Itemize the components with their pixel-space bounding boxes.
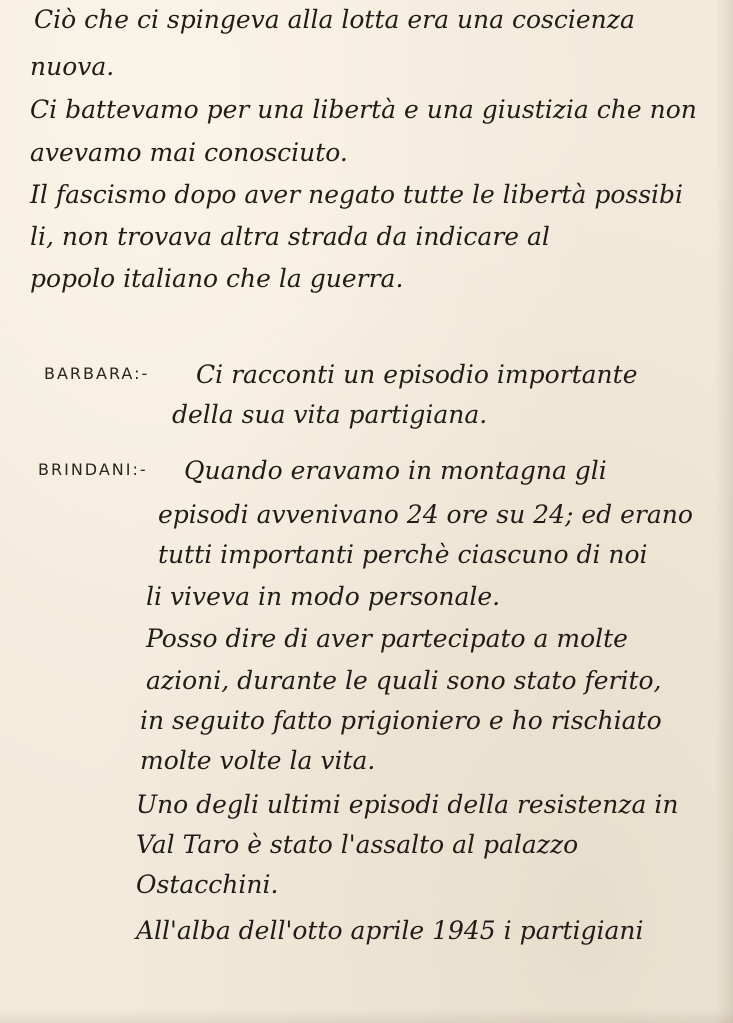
intro-line-2: nuova. bbox=[30, 52, 115, 81]
intro-line-6: li, non trovava altra strada da indicare al bbox=[30, 222, 550, 251]
brindani-line-5: Posso dire di aver partecipato a molte bbox=[146, 624, 628, 653]
barbara-line-2: della sua vita partigiana. bbox=[172, 400, 488, 429]
speaker-brindani: BRINDANI:- bbox=[38, 460, 148, 479]
intro-line-7: popolo italiano che la guerra. bbox=[30, 264, 404, 293]
brindani-line-8: molte volte la vita. bbox=[140, 746, 376, 775]
barbara-line-1: Ci racconti un episodio importante bbox=[196, 360, 638, 389]
brindani-line-11: Ostacchini. bbox=[136, 870, 279, 899]
intro-line-1: Ciò che ci spingeva alla lotta era una coscienza bbox=[34, 5, 635, 34]
intro-line-5: Il fascismo dopo aver negato tutte le libertà possibi bbox=[30, 180, 684, 209]
brindani-line-2: episodi avvenivano 24 ore su 24; ed erano bbox=[158, 500, 693, 529]
brindani-line-3: tutti importanti perchè ciascuno di noi bbox=[158, 540, 648, 569]
intro-line-4: avevamo mai conosciuto. bbox=[30, 138, 348, 167]
brindani-line-10: Val Taro è stato l'assalto al palazzo bbox=[136, 830, 579, 859]
page-bottom-edge bbox=[0, 1009, 733, 1023]
brindani-line-6: azioni, durante le quali sono stato ferito, bbox=[146, 666, 662, 695]
brindani-line-12: All'alba dell'otto aprile 1945 i partigiani bbox=[136, 916, 644, 945]
intro-line-3: Ci battevamo per una libertà e una giustizia che non bbox=[30, 95, 697, 124]
brindani-line-1: Quando eravamo in montagna gli bbox=[184, 456, 607, 485]
brindani-line-4: li viveva in modo personale. bbox=[146, 582, 501, 611]
brindani-line-7: in seguito fatto prigioniero e ho rischiato bbox=[140, 706, 662, 735]
brindani-line-9: Uno degli ultimi episodi della resistenza in bbox=[136, 790, 679, 819]
speaker-barbara: BARBARA:- bbox=[44, 364, 150, 383]
page-edge-shadow bbox=[715, 0, 733, 1023]
